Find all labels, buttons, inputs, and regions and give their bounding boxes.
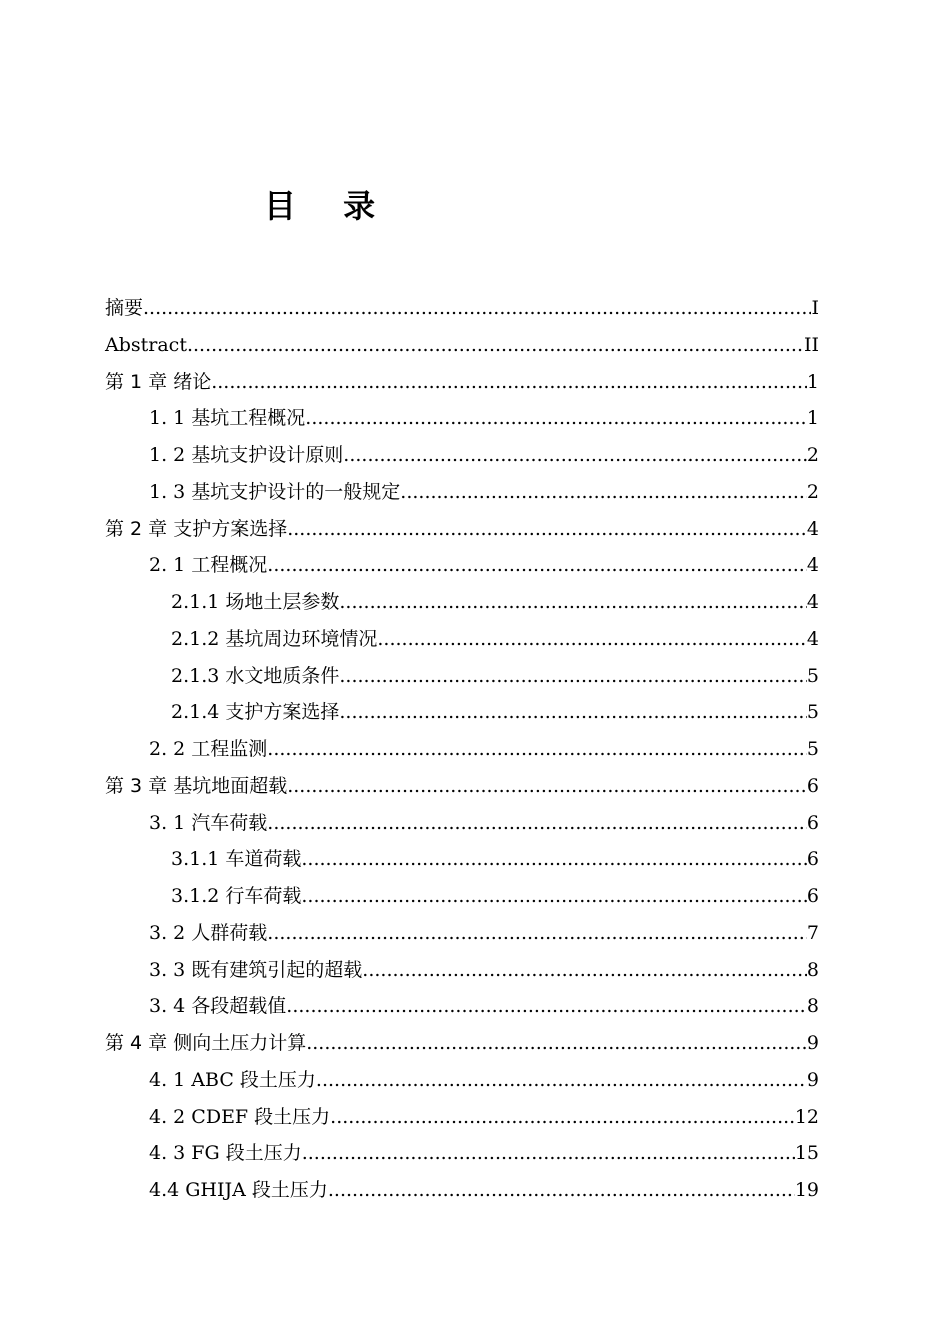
toc-leader-dots — [316, 1062, 807, 1099]
toc-leader-dots — [301, 841, 807, 878]
toc-entry-page-number: 5 — [806, 664, 819, 687]
toc-leader-dots — [377, 621, 807, 658]
toc-entry[interactable] — [105, 547, 819, 584]
toc-entry[interactable] — [105, 621, 819, 658]
toc-entry-label: 3.1.2 行车荷载 — [171, 885, 302, 907]
toc-leader-dots — [287, 768, 807, 805]
toc-leader-dots — [267, 731, 807, 768]
toc-entry-page-number: 6 — [806, 848, 819, 871]
toc-list — [105, 290, 819, 1209]
toc-entry-label: 3. 1 汽车荷载 — [149, 811, 268, 834]
toc-entry-label: 第 4 章 侧向土压力计算 — [105, 1032, 307, 1054]
toc-entry[interactable] — [105, 1172, 819, 1209]
toc-leader-dots — [339, 584, 807, 621]
toc-entry-label: 3. 4 各段超载值 — [149, 995, 287, 1018]
toc-entry-label: 4. 2 CDEF 段土压力 — [149, 1105, 331, 1128]
toc-entry-page-number: 2 — [806, 444, 819, 466]
toc-entry-label: 3.1.1 车道荷载 — [171, 848, 302, 871]
toc-entry-page-number: 4 — [806, 627, 819, 650]
toc-leader-dots — [286, 988, 807, 1025]
toc-entry-label: 4. 3 FG 段土压力 — [149, 1142, 302, 1165]
toc-entry-page-number: 9 — [806, 1068, 819, 1091]
toc-leader-dots — [211, 364, 807, 401]
toc-entry-label: 2.1.1 场地土层参数 — [171, 591, 340, 613]
toc-entry-label: 2. 1 工程概况 — [149, 554, 268, 577]
toc-entry-page-number: 6 — [806, 885, 819, 907]
toc-entry-page-number: 9 — [806, 1032, 819, 1054]
toc-leader-dots — [305, 400, 807, 437]
toc-entry-label: 第 3 章 基坑地面超载 — [105, 774, 288, 797]
toc-entry[interactable] — [105, 1099, 819, 1136]
toc-entry-page-number: 12 — [794, 1105, 819, 1128]
toc-entry-label: 2. 2 工程监测 — [149, 738, 268, 760]
toc-entry-page-number: I — [811, 297, 819, 319]
toc-entry[interactable] — [105, 1135, 819, 1172]
toc-entry[interactable] — [105, 805, 819, 842]
toc-entry-label: 1. 2 基坑支护设计原则 — [149, 444, 344, 466]
toc-entry[interactable] — [105, 474, 819, 511]
toc-entry-page-number: 1 — [806, 407, 819, 430]
toc-entry[interactable] — [105, 1025, 819, 1062]
toc-leader-dots — [287, 511, 807, 548]
toc-leader-dots — [302, 1135, 795, 1172]
toc-entry-page-number: 4 — [806, 591, 819, 613]
toc-entry[interactable] — [105, 731, 819, 768]
toc-entry-page-number: 8 — [806, 995, 819, 1018]
toc-entry[interactable] — [105, 915, 819, 952]
toc-entry-page-number: 6 — [806, 811, 819, 834]
toc-entry[interactable] — [105, 952, 819, 989]
toc-entry[interactable] — [105, 290, 819, 327]
toc-entry-page-number: 19 — [794, 1179, 819, 1201]
toc-entry[interactable] — [105, 768, 819, 805]
toc-entry[interactable] — [105, 584, 819, 621]
toc-entry-label: 摘要 — [105, 297, 144, 319]
toc-entry-label: 2.1.3 水文地质条件 — [171, 664, 340, 687]
toc-leader-dots — [330, 1099, 795, 1136]
toc-leader-dots — [267, 547, 807, 584]
toc-leader-dots — [343, 437, 807, 474]
toc-entry[interactable] — [105, 878, 819, 915]
toc-entry[interactable] — [105, 437, 819, 474]
toc-leader-dots — [362, 952, 807, 989]
toc-entry-page-number: 15 — [794, 1142, 819, 1165]
toc-entry-label: 4. 1 ABC 段土压力 — [149, 1068, 316, 1091]
toc-entry-page-number: 4 — [806, 554, 819, 577]
toc-entry-label: 4.4 GHIJA 段土压力 — [149, 1179, 328, 1201]
toc-entry-label: 2.1.2 基坑周边环境情况 — [171, 627, 378, 650]
toc-entry-page-number: 2 — [806, 480, 819, 503]
toc-entry-page-number: II — [803, 333, 819, 356]
toc-entry[interactable] — [105, 327, 819, 364]
toc-entry-label: 1. 3 基坑支护设计的一般规定 — [149, 480, 401, 503]
toc-leader-dots — [306, 1025, 807, 1062]
toc-entry-page-number: 5 — [806, 738, 819, 760]
toc-leader-dots — [301, 878, 807, 915]
toc-entry-page-number: 4 — [806, 517, 819, 540]
toc-entry[interactable] — [105, 1062, 819, 1099]
toc-entry-label: 第 2 章 支护方案选择 — [105, 517, 288, 540]
toc-entry-label: Abstract — [105, 333, 187, 356]
toc-entry-label: 3. 2 人群荷载 — [149, 921, 268, 944]
toc-leader-dots — [328, 1172, 795, 1209]
toc-entry-page-number: 5 — [806, 701, 819, 724]
toc-entry-page-number: 6 — [806, 774, 819, 797]
toc-entry[interactable] — [105, 988, 819, 1025]
toc-title: 目 录 — [264, 187, 394, 225]
toc-entry[interactable] — [105, 841, 819, 878]
toc-entry[interactable] — [105, 511, 819, 548]
toc-entry-page-number: 7 — [806, 921, 819, 944]
toc-entry-label: 3. 3 既有建筑引起的超载 — [149, 958, 363, 981]
toc-entry-page-number: 1 — [806, 370, 819, 393]
toc-leader-dots — [143, 290, 811, 327]
toc-entry-page-number: 8 — [806, 958, 819, 981]
toc-leader-dots — [267, 805, 807, 842]
toc-entry-label: 第 1 章 绪论 — [105, 370, 212, 393]
toc-leader-dots — [339, 694, 807, 731]
toc-entry[interactable] — [105, 658, 819, 695]
toc-leader-dots — [339, 658, 807, 695]
toc-entry[interactable] — [105, 400, 819, 437]
toc-entry-label: 2.1.4 支护方案选择 — [171, 701, 340, 724]
toc-leader-dots — [267, 915, 807, 952]
toc-leader-dots — [400, 474, 807, 511]
toc-entry[interactable] — [105, 694, 819, 731]
toc-leader-dots — [187, 327, 804, 364]
toc-entry[interactable] — [105, 364, 819, 401]
toc-entry-label: 1. 1 基坑工程概况 — [149, 407, 306, 430]
